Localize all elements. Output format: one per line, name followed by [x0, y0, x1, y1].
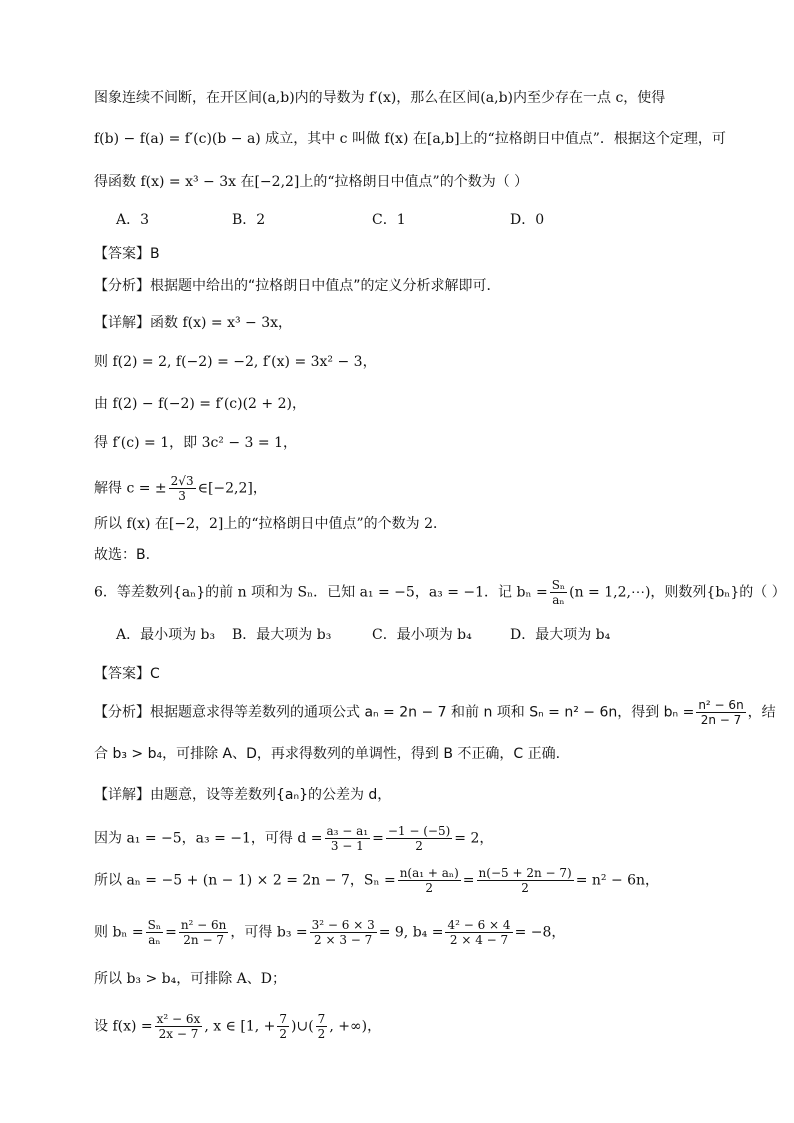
q5-option-c: C．1	[372, 212, 406, 228]
q5-detail-5: 所以 f(x) 在[−2，2]上的“拉格朗日中值点”的个数为 2．	[94, 516, 448, 532]
q6-fx-f2-num: 7	[279, 1012, 288, 1026]
q6-bn-mid: ，可得 b₃ =	[230, 924, 308, 941]
q6-option-d: D．最大项为 b₄	[510, 627, 611, 643]
q6-detail-1: 【详解】由题意，设等差数列{aₙ}的公差为 d，	[94, 787, 392, 803]
q6-fx-suffix: , +∞)，	[329, 1018, 382, 1035]
q5-option-a: A．3	[116, 212, 150, 228]
q6-fx-f2-den: 2	[279, 1027, 288, 1041]
q6-fx-mid2: )∪(	[291, 1018, 314, 1035]
q6-analysis-a: 【分析】根据题意求得等差数列的通项公式 aₙ = 2n − 7 和前 n 项和 Sₙ = n² − 6n，得到 bₙ =	[94, 704, 695, 721]
q6-answer: 【答案】C	[94, 666, 160, 682]
q6-option-a: A．最小项为 b₃	[116, 627, 216, 643]
q6-bn-f1-den: aₙ	[148, 933, 161, 947]
q6-fx-f3-den: 2	[317, 1027, 326, 1041]
q6-bn-fraction-3	[310, 918, 377, 947]
q5-solve-den: 3	[178, 489, 186, 503]
q6-an-f1-den: 2	[425, 881, 434, 895]
q5-option-b: B．2	[232, 212, 266, 228]
q6-option-c: C．最小项为 b₄	[372, 627, 472, 643]
q6-bn-f2-num: n² − 6n	[180, 918, 227, 932]
q6-bn-f4-num: 4² − 6 × 4	[447, 918, 511, 932]
q6-bn-f3-num: 3² − 6 × 3	[311, 918, 375, 932]
q6-stem-fraction	[550, 578, 567, 607]
q6-d-equals: =	[372, 830, 384, 847]
q6-analysis-b: ，结	[747, 704, 776, 721]
q6-an-f2-den: 2	[521, 881, 529, 895]
q6-d-f2-den: 2	[415, 839, 423, 853]
q6-bn-f2-den: 2n − 7	[183, 933, 224, 947]
q5-solve-num: 2√3	[170, 474, 194, 488]
q6-bn-equals: =	[165, 924, 177, 941]
q6-analysis-line-1	[94, 698, 776, 727]
q6-d-suffix: = 2，	[454, 830, 494, 847]
q6-stem-a: 6．等差数列{aₙ}的前 n 项和为 Sₙ．已知 a₁ = −5，a₃ = −1．记 bₙ =	[94, 584, 548, 601]
q6-bn-f3-den: 2 × 3 − 7	[314, 933, 373, 947]
q6-an-suffix: = n² − 6n，	[575, 872, 660, 889]
q6-d-fraction-2	[386, 824, 452, 853]
q5-detail-2: 则 f(2) = 2, f(−2) = −2, f′(x) = 3x² − 3，	[94, 354, 377, 370]
q6-stem-num: Sₙ	[551, 578, 566, 592]
q6-d-f1-den: 3 − 1	[330, 839, 364, 853]
q6-d-f1-num: a₃ − a₁	[326, 824, 369, 838]
q6-fx-fraction-2	[277, 1012, 289, 1041]
q5-option-d: D．0	[510, 212, 545, 228]
q6-fx-prefix: 设 f(x) =	[94, 1018, 153, 1035]
q6-stem-line	[94, 578, 786, 607]
q6-fx-fraction-1	[155, 1012, 203, 1041]
q6-bn-fraction-2	[179, 918, 229, 947]
q6-an-prefix: 所以 aₙ = −5 + (n − 1) × 2 = 2n − 7，Sₙ =	[94, 872, 396, 889]
q6-analysis-den: 2n − 7	[700, 713, 742, 727]
q5-detail-4: 得 f′(c) = 1，即 3c² − 3 = 1，	[94, 435, 297, 451]
q6-an-equals: =	[462, 872, 475, 889]
q5-stem-line-2: f(b) − f(a) = f′(c)(b − a) 成立，其中 c 叫做 f(x) 在[a,b]上的“拉格朗日中值点”．根据这个定理，可	[94, 131, 726, 147]
q6-detail-bn-line	[94, 918, 565, 947]
q6-fx-fraction-3	[316, 1012, 328, 1041]
q6-fx-den: 2x − 7	[158, 1027, 199, 1041]
q6-bn-f1-num: Sₙ	[147, 918, 162, 932]
q5-answer: 【答案】B	[94, 246, 160, 262]
q5-detail-6: 故选：B.	[94, 547, 151, 563]
q5-detail-1: 【详解】函数 f(x) = x³ − 3x，	[94, 315, 293, 331]
q5-solve-suffix: ∈[−2,2]，	[197, 480, 267, 497]
q6-bn-mid2: = 9, b₄ =	[378, 924, 444, 941]
q6-stem-den: aₙ	[552, 593, 565, 607]
q6-analysis-fraction	[696, 698, 745, 727]
q5-analysis: 【分析】根据题中给出的“拉格朗日中值点”的定义分析求解即可．	[94, 278, 501, 294]
q5-solve-fraction	[169, 474, 196, 503]
q6-detail-d-line	[94, 824, 493, 853]
q6-an-fraction-2	[477, 866, 574, 895]
q6-fx-f3-num: 7	[317, 1012, 326, 1026]
q5-stem-line-1: 图象连续不间断，在开区间(a,b)内的导数为 f′(x)，那么在区间(a,b)内至少存在一点 c，使得	[94, 90, 666, 106]
q6-analysis-line-2: 合 b₃ > b₄，可排除 A、D，再求得数列的单调性，得到 B 不正确，C 正确.	[94, 746, 561, 762]
q5-stem-line-3: 得函数 f(x) = x³ − 3x 在[−2,2]上的“拉格朗日中值点”的个数为（ ）	[94, 174, 529, 190]
q5-solve-line	[94, 474, 267, 503]
q6-option-b: B．最大项为 b₃	[232, 627, 332, 643]
q6-detail-an-line	[94, 866, 659, 895]
q6-bn-prefix: 则 bₙ =	[94, 924, 144, 941]
q6-stem-b: (n = 1,2,⋯)，则数列{bₙ}的（ ）	[569, 584, 786, 601]
q5-solve-prefix: 解得 c = ±	[94, 480, 167, 497]
q6-d-prefix: 因为 a₁ = −5，a₃ = −1，可得 d =	[94, 830, 323, 847]
q6-d-f2-num: −1 − (−5)	[387, 824, 451, 838]
q5-detail-3: 由 f(2) − f(−2) = f′(c)(2 + 2)，	[94, 396, 306, 412]
q6-detail-fx-line	[94, 1012, 381, 1041]
q6-bn-suffix: = −8，	[514, 924, 566, 941]
q6-analysis-num: n² − 6n	[698, 698, 744, 712]
q6-fx-mid: , x ∈ [1, +	[204, 1018, 276, 1035]
q6-d-fraction-1	[325, 824, 371, 853]
q6-an-f1-num: n(a₁ + aₙ)	[399, 866, 459, 880]
q6-bn-f4-den: 2 × 4 − 7	[449, 933, 509, 947]
q6-an-f2-num: n(−5 + 2n − 7)	[478, 866, 572, 880]
q6-bn-fraction-4	[445, 918, 512, 947]
q6-detail-exclude: 所以 b₃ > b₄，可排除 A、D；	[94, 971, 287, 987]
q6-an-fraction-1	[398, 866, 461, 895]
q6-bn-fraction-1	[146, 918, 163, 947]
q6-fx-num: x² − 6x	[156, 1012, 201, 1026]
